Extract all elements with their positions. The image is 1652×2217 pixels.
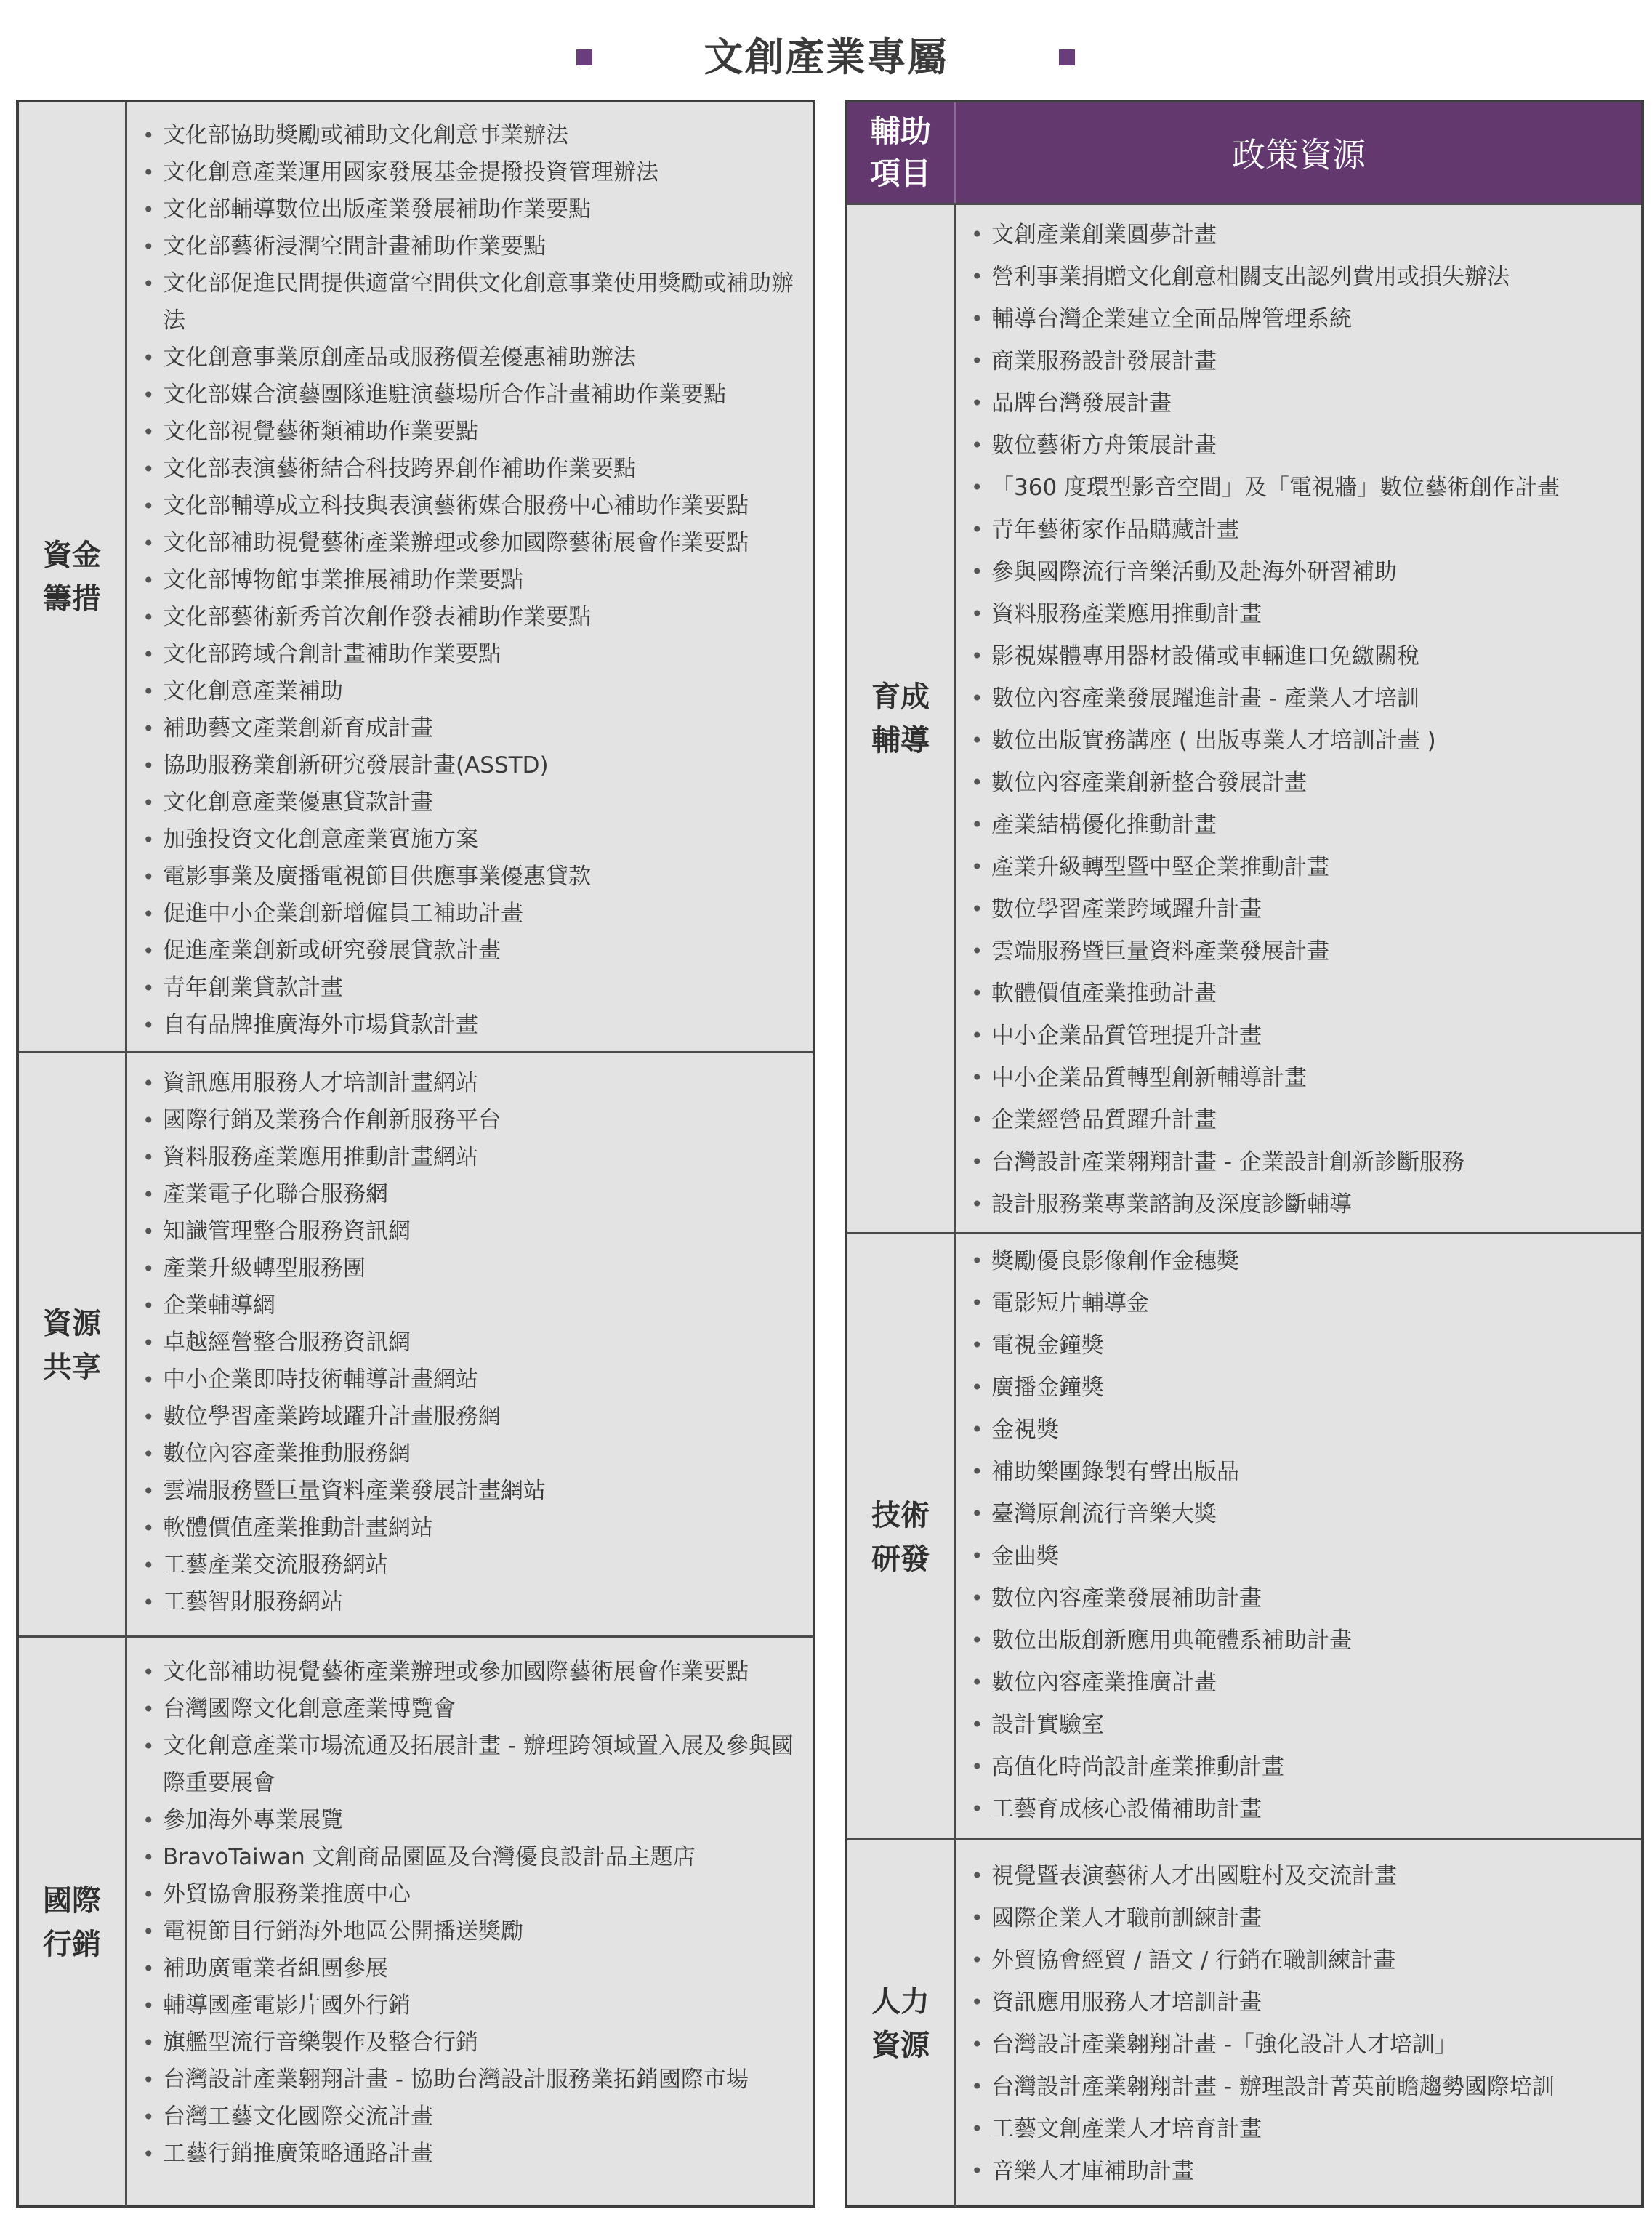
list-item: • 工藝產業交流服務網站 (128, 1547, 813, 1584)
left-resource-table (16, 100, 815, 2208)
list-item: • 影視媒體專用器材設備或車輛進口免繳關稅 (956, 635, 1641, 677)
list-item: • 數位內容產業推廣計畫 (956, 1662, 1641, 1704)
list-item: • 文化部表演藝術結合科技跨界創作補助作業要點 (128, 451, 813, 488)
list-item: • 協助服務業創新研究發展計畫(ASSTD) (128, 747, 813, 784)
list-item: • 文化部協助獎勵或補助文化創意事業辦法 (128, 117, 813, 154)
section-label: 育成 輔導 (847, 205, 956, 1232)
table-header (847, 102, 1641, 205)
list-item: • 補助藝文產業創新育成計畫 (128, 710, 813, 747)
list-item: • 商業服務設計發展計畫 (956, 340, 1641, 382)
list-item: • 輔導國產電影片國外行銷 (128, 1987, 813, 2024)
list-item: • 文化部促進民間提供適當空間供文化創意事業使用獎勵或補助辦法 (128, 265, 813, 339)
list-item: • 高值化時尚設計產業推動計畫 (956, 1746, 1641, 1788)
list-item: • 文化部視覺藝術類補助作業要點 (128, 414, 813, 451)
list-item: • 企業經營品質躍升計畫 (956, 1099, 1641, 1141)
list-item: • 外貿協會經貿 / 語文 / 行銷在職訓練計畫 (956, 1939, 1641, 1981)
list-item: • 台灣設計產業翱翔計畫 -「強化設計人才培訓」 (956, 2024, 1641, 2066)
list-item: • 品牌台灣發展計畫 (956, 382, 1641, 425)
list-item: • 企業輔導網 (128, 1287, 813, 1324)
list-item: • 自有品牌推廣海外市場貸款計畫 (128, 1007, 813, 1044)
list-item: • 資訊應用服務人才培訓計畫網站 (128, 1065, 813, 1102)
list-item: • 文化部輔導成立科技與表演藝術媒合服務中心補助作業要點 (128, 488, 813, 525)
list-item: • 數位出版創新應用典範體系補助計畫 (956, 1620, 1641, 1662)
item-list (956, 205, 1641, 1232)
list-item: • 數位內容產業推動服務網 (128, 1436, 813, 1473)
list-item: • 設計實驗室 (956, 1704, 1641, 1746)
list-item: • 促進中小企業創新增僱員工補助計畫 (128, 896, 813, 933)
list-item: • 文化部博物館事業推展補助作業要點 (128, 562, 813, 599)
list-item: • 知識管理整合服務資訊網 (128, 1213, 813, 1250)
section-label: 技術 研發 (847, 1234, 956, 1840)
list-item: • 外貿協會服務業推廣中心 (128, 1876, 813, 1913)
list-item: • 營利事業捐贈文化創意相關支出認列費用或損失辦法 (956, 256, 1641, 298)
section-incubation (847, 205, 1641, 1232)
section-label: 資源 共享 (19, 1053, 127, 1638)
list-item: • 工藝行銷推廣策略通路計畫 (128, 2136, 813, 2173)
list-item: • 產業結構優化推動計畫 (956, 804, 1641, 846)
list-item: • 文化創意產業運用國家發展基金提撥投資管理辦法 (128, 154, 813, 191)
list-item: • 數位內容產業創新整合發展計畫 (956, 762, 1641, 804)
list-item: • 金曲獎 (956, 1535, 1641, 1577)
list-item: • 電視金鐘獎 (956, 1324, 1641, 1367)
list-item: • 數位出版實務講座 ( 出版專業人才培訓計畫 ) (956, 720, 1641, 762)
list-item: • 工藝育成核心設備補助計畫 (956, 1788, 1641, 1830)
list-item: • 加強投資文化創意產業實施方案 (128, 821, 813, 858)
list-item: • 青年創業貸款計畫 (128, 970, 813, 1007)
list-item: • 國際行銷及業務合作創新服務平台 (128, 1102, 813, 1139)
header-title: 政策資源 (1232, 135, 1366, 174)
list-item: • 中小企業品質管理提升計畫 (956, 1015, 1641, 1057)
list-item: • 旗艦型流行音樂製作及整合行銷 (128, 2024, 813, 2061)
list-item: • 輔導台灣企業建立全面品牌管理系統 (956, 298, 1641, 340)
list-item: • 文創產業創業圓夢計畫 (956, 214, 1641, 256)
list-item: • 參與國際流行音樂活動及赴海外研習補助 (956, 551, 1641, 593)
title-right-square-icon (1059, 49, 1075, 65)
list-item: • 資料服務產業應用推動計畫網站 (128, 1139, 813, 1176)
section-label: 資金 籌措 (19, 102, 127, 1051)
list-item: • 文化創意產業市場流通及拓展計畫 - 辦理跨領域置入展及參與國際重要展會 (128, 1728, 813, 1802)
list-item: • 產業電子化聯合服務網 (128, 1176, 813, 1213)
section-international-marketing (19, 1635, 813, 2207)
list-item: • 文化部跨域合創計畫補助作業要點 (128, 636, 813, 673)
list-item: • 文化部補助視覺藝術產業辦理或參加國際藝術展會作業要點 (128, 1654, 813, 1691)
list-item: • 中小企業品質轉型創新輔導計畫 (956, 1057, 1641, 1099)
list-item: • 音樂人才庫補助計畫 (956, 2150, 1641, 2192)
list-item: • 文化部藝術浸潤空間計畫補助作業要點 (128, 228, 813, 265)
list-item: • 電影短片輔導金 (956, 1282, 1641, 1324)
list-item: • 文化創意產業優惠貸款計畫 (128, 784, 813, 821)
item-list (128, 1638, 813, 2207)
list-item: • 卓越經營整合服務資訊網 (128, 1324, 813, 1361)
list-item: • 國際企業人才職前訓練計畫 (956, 1897, 1641, 1939)
list-item: • 補助廣電業者組團參展 (128, 1950, 813, 1987)
item-list (128, 102, 813, 1051)
list-item: • 補助樂團錄製有聲出版品 (956, 1451, 1641, 1493)
list-item: • 設計服務業專業諮詢及深度診斷輔導 (956, 1183, 1641, 1226)
section-technology-rd (847, 1232, 1641, 1840)
list-item: • 文化部媒合演藝團隊進駐演藝場所合作計畫補助作業要點 (128, 377, 813, 414)
section-label: 人力 資源 (847, 1840, 956, 2207)
right-resource-table (845, 100, 1644, 2208)
list-item: • 數位內容產業發展補助計畫 (956, 1577, 1641, 1620)
list-item: • 雲端服務暨巨量資料產業發展計畫網站 (128, 1473, 813, 1510)
page-title: 文創產業專屬 (704, 34, 948, 80)
list-item: • 資料服務產業應用推動計畫 (956, 593, 1641, 635)
list-item: • 數位內容產業發展躍進計畫 - 產業人才培訓 (956, 677, 1641, 720)
list-item: • 參加海外專業展覽 (128, 1802, 813, 1839)
list-item: • 數位學習產業跨域躍升計畫服務網 (128, 1399, 813, 1436)
list-item: • 臺灣原創流行音樂大獎 (956, 1493, 1641, 1535)
list-item: • 資訊應用服務人才培訓計畫 (956, 1981, 1641, 2024)
list-item: • 廣播金鐘獎 (956, 1367, 1641, 1409)
list-item: • 電視節目行銷海外地區公開播送獎勵 (128, 1913, 813, 1950)
item-list (128, 1053, 813, 1638)
list-item: • 文化部藝術新秀首次創作發表補助作業要點 (128, 599, 813, 636)
list-item: • 台灣設計產業翱翔計畫 - 協助台灣設計服務業拓銷國際市場 (128, 2061, 813, 2099)
item-list (956, 1234, 1641, 1840)
list-item: • 中小企業即時技術輔導計畫網站 (128, 1361, 813, 1399)
list-item: • 文化創意產業補助 (128, 673, 813, 710)
list-item: • 文化部輔導數位出版產業發展補助作業要點 (128, 191, 813, 228)
section-label: 國際 行銷 (19, 1638, 127, 2207)
list-item: • 軟體價值產業推動計畫 (956, 973, 1641, 1015)
list-item: • 電影事業及廣播電視節目供應事業優惠貸款 (128, 858, 813, 896)
section-resource-sharing (19, 1051, 813, 1638)
list-item: • 雲端服務暨巨量資料產業發展計畫 (956, 930, 1641, 973)
list-item: • BravoTaiwan 文創商品園區及台灣優良設計品主題店 (128, 1839, 813, 1876)
list-item: • 文化創意事業原創產品或服務價差優惠補助辦法 (128, 339, 813, 377)
list-item: • 促進產業創新或研究發展貸款計畫 (128, 933, 813, 970)
section-funding (19, 102, 813, 1051)
list-item: • 青年藝術家作品購藏計畫 (956, 509, 1641, 551)
list-item: • 台灣國際文化創意產業博覽會 (128, 1691, 813, 1728)
list-item: • 視覺暨表演藝術人才出國駐村及交流計畫 (956, 1855, 1641, 1897)
list-item: • 金視獎 (956, 1409, 1641, 1451)
section-human-resources (847, 1838, 1641, 2207)
list-item: • 數位學習產業跨域躍升計畫 (956, 888, 1641, 930)
list-item: • 台灣設計產業翱翔計畫 - 企業設計創新診斷服務 (956, 1141, 1641, 1183)
header-label: 輔助 項目 (847, 102, 956, 203)
list-item: • 獎勵優良影像創作金穗獎 (956, 1240, 1641, 1282)
list-item: • 工藝智財服務網站 (128, 1584, 813, 1621)
list-item: • 產業升級轉型服務團 (128, 1250, 813, 1287)
item-list (956, 1840, 1641, 2207)
list-item: • 文化部補助視覺藝術產業辦理或參加國際藝術展會作業要點 (128, 525, 813, 562)
list-item: • 台灣工藝文化國際交流計畫 (128, 2099, 813, 2136)
list-item: • 「360 度環型影音空間」及「電視牆」數位藝術創作計畫 (956, 467, 1641, 509)
title-row (0, 0, 1652, 102)
list-item: • 工藝文創產業人才培育計畫 (956, 2108, 1641, 2150)
list-item: • 數位藝術方舟策展計畫 (956, 425, 1641, 467)
list-item: • 產業升級轉型暨中堅企業推動計畫 (956, 846, 1641, 888)
list-item: • 台灣設計產業翱翔計畫 - 辦理設計菁英前瞻趨勢國際培訓 (956, 2066, 1641, 2108)
list-item: • 軟體價值產業推動計畫網站 (128, 1510, 813, 1547)
